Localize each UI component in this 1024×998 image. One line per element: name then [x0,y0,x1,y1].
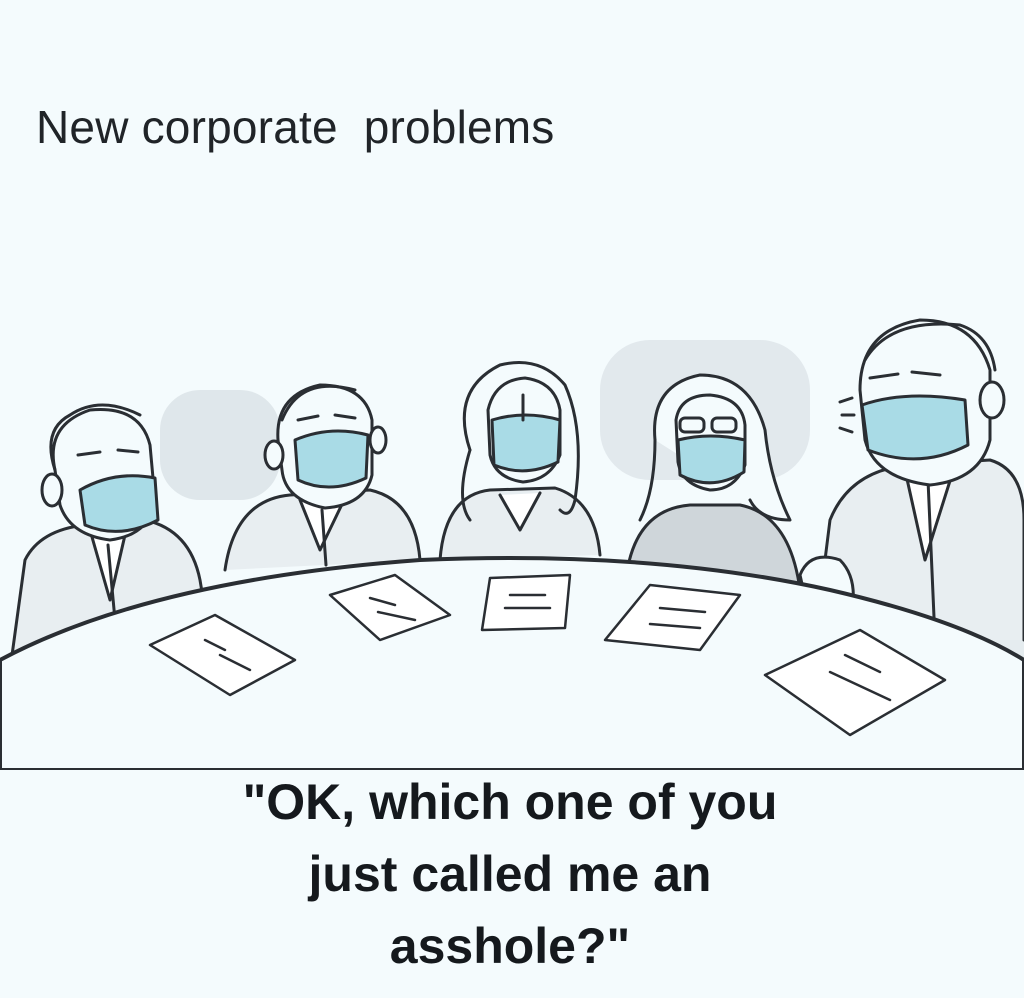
punchline-line-1: "OK, which one of you [242,774,778,830]
top-caption: New corporate problems [36,101,555,153]
mask-icon [295,431,368,487]
punchline-line-2: just called me an [308,846,712,902]
paper-3 [482,575,570,630]
mask-icon [492,415,560,471]
mask-icon [80,476,158,532]
meeting-cartoon [0,300,1024,770]
mask-icon [678,436,745,483]
punchline-caption [160,766,860,982]
punchline-line-3: asshole?" [389,918,631,974]
person-3 [440,363,600,561]
mask-icon [862,396,968,459]
